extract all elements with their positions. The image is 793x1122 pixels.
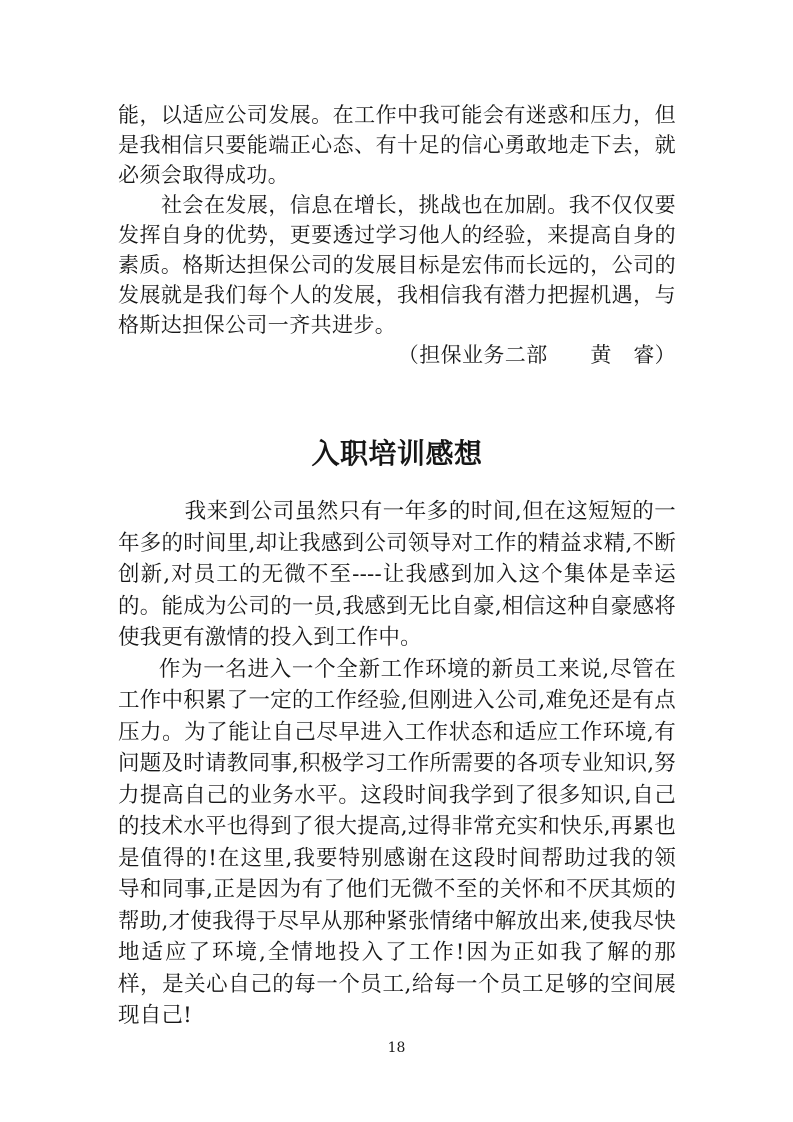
text-block bbox=[118, 100, 676, 1032]
article-title: 入职培训感想 bbox=[311, 437, 483, 470]
article-paragraph: 作为一名进入一个全新工作环境的新员工来说,尽管在工作中积累了一定的工作经验,但刚进入公司,难免还是有点压力。为了能让自己尽早进入工作状态和适应工作环境,有问题及时请教同事,积极学习工作所需要的各项专业知识,努力提高自己的业务水平。这段时间我学到了很多知识,自己的技术水平也得到了很大提高,过得非常充实和快乐,再累也是值得的!在这里,我要特别感谢在这段时间帮助过我的领导和同事,正是因为有了他们无微不至的关怀和不厌其烦的帮助,才使我得于尽早从那种紧张情绪中解放出来,使我尽快地适应了环境,全情地投入了工作!因为正如我了解的那样，是关心自己的每一个员工,给每一个员工足够的空间展现自己! bbox=[118, 656, 676, 1028]
prev-article-paragraph-continued: 能，以适应公司发展。在工作中我可能会有迷惑和压力，但是我相信只要能端正心态、有十足的信心勇敢地走下去，就必须会取得成功。 bbox=[118, 103, 676, 187]
page-number: 18 bbox=[387, 1040, 406, 1056]
author-signature-line: （担保业务二部 黄 睿） bbox=[397, 343, 676, 367]
prev-article-paragraph: 社会在发展，信息在增长，挑战也在加剧。我不仅仅要发挥自身的优势，更要透过学习他人的经验，来提高自身的素质。格斯达担保公司的发展目标是宏伟而长远的，公司的发展就是我们每个人的发展，我相信我有潜力把握机遇，与格斯达担保公司一齐共进步。 bbox=[118, 193, 676, 337]
article-paragraph: 我来到公司虽然只有一年多的时间,但在这短短的一年多的时间里,却让我感到公司领导对工作的精益求精,不断创新,对员工的无微不至----让我感到加入这个集体是幸运的。能成为公司的一员,我感到无比自豪,相信这种自豪感将使我更有激情的投入到工作中。 bbox=[118, 499, 676, 650]
